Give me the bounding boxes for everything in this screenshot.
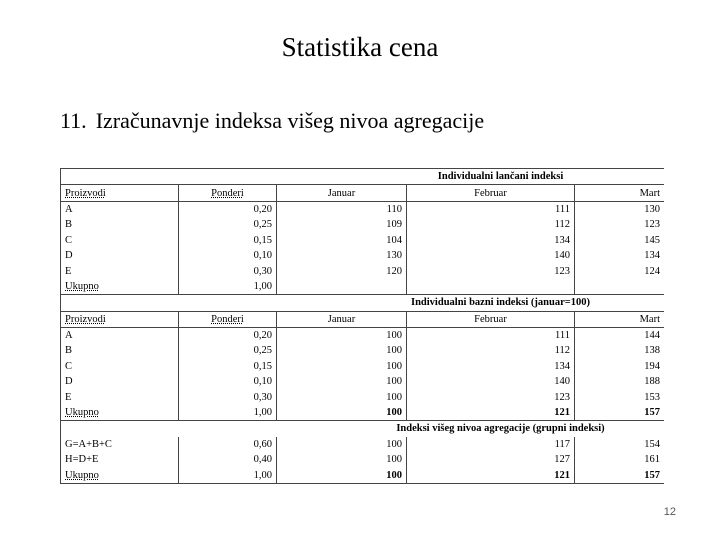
weight-cell [179, 279, 277, 295]
january-cell [277, 452, 407, 467]
february-cell [407, 452, 575, 467]
product-cell-value: A [65, 330, 73, 342]
total-row [61, 405, 665, 421]
march-cell-value: 153 [644, 391, 661, 403]
heading-number: 11. [60, 108, 87, 133]
header-proizvodi [61, 311, 179, 327]
february-cell [407, 248, 575, 263]
january-cell-value: 100 [386, 345, 402, 357]
february-cell-value: 111 [555, 203, 570, 215]
march-cell [575, 279, 665, 295]
march-cell [575, 452, 665, 467]
table-row [61, 452, 665, 467]
february-cell [407, 279, 575, 295]
january-cell-value: 110 [386, 203, 402, 215]
february-cell-value: 134 [554, 360, 570, 372]
weight-cell-value: 0,20 [253, 203, 272, 215]
header-mart [575, 185, 665, 201]
february-cell-value: 140 [554, 376, 570, 388]
weight-cell [179, 405, 277, 421]
product-cell [61, 452, 179, 467]
header-ponderi [179, 311, 277, 327]
february-cell [407, 467, 575, 483]
march-cell-value: 157 [644, 407, 661, 419]
january-cell-value: 109 [386, 219, 402, 231]
section-chain-indices [61, 169, 665, 185]
heading-text: Izračunavnje indeksa višeg nivoa agregacije [95, 108, 485, 133]
january-cell-value: 120 [386, 265, 402, 277]
table-row [61, 217, 665, 232]
header-mart [575, 311, 665, 327]
january-cell [277, 467, 407, 483]
february-cell-value: 140 [554, 250, 570, 262]
january-cell [277, 263, 407, 278]
march-cell-value: 145 [644, 234, 661, 246]
section-group-indices [61, 421, 665, 437]
product-cell-value: B [65, 345, 73, 357]
header-proizvodi-label: Proizvodi [65, 313, 106, 325]
header-ponderi [179, 185, 277, 201]
january-cell [277, 374, 407, 389]
march-cell-value: 188 [644, 376, 661, 388]
weight-cell [179, 437, 277, 452]
weight-cell-value: 0,30 [253, 391, 272, 403]
february-cell [407, 201, 575, 217]
february-cell [407, 374, 575, 389]
january-cell [277, 327, 407, 343]
table-header-row [61, 185, 665, 201]
section-heading [60, 108, 484, 134]
weight-cell [179, 201, 277, 217]
weight-cell [179, 233, 277, 248]
february-cell [407, 437, 575, 452]
table-row [61, 359, 665, 374]
weight-cell [179, 217, 277, 232]
header-januar-label: Januar [327, 187, 356, 199]
february-cell [407, 233, 575, 248]
index-table-grid [60, 168, 664, 484]
february-cell-value: 134 [554, 234, 570, 246]
weight-cell-value: 0,15 [253, 234, 272, 246]
february-cell [407, 359, 575, 374]
february-cell-value: 123 [554, 391, 570, 403]
january-cell-value: 100 [386, 376, 402, 388]
slide-title: Statistika cena [281, 32, 439, 62]
product-cell [61, 263, 179, 278]
january-cell [277, 405, 407, 421]
product-cell-value: D [65, 376, 73, 388]
march-cell-value: 130 [644, 203, 661, 215]
section-group-indices-title: Indeksi višeg nivoa agregacije (grupni indeksi) [61, 421, 665, 437]
march-cell-value: 134 [644, 250, 661, 262]
product-cell-value: H=D+E [65, 454, 99, 466]
weight-cell-value: 0,20 [253, 330, 272, 342]
january-cell-value: 130 [386, 250, 402, 262]
header-ponderi-label: Ponderi [211, 187, 244, 199]
header-mart-label: Mart [639, 187, 661, 199]
march-cell-value: 138 [644, 345, 661, 357]
product-cell [61, 201, 179, 217]
march-cell-value: 157 [644, 469, 661, 481]
product-cell-value: Ukupno [65, 469, 99, 481]
january-cell-value: 100 [386, 438, 402, 450]
february-cell [407, 389, 575, 404]
header-ponderi-label: Ponderi [211, 313, 244, 325]
january-cell-value: 104 [386, 234, 402, 246]
weight-cell-value: 0,10 [253, 376, 272, 388]
january-cell [277, 233, 407, 248]
february-cell-value: 112 [554, 219, 570, 231]
header-februar [407, 311, 575, 327]
table-body [61, 169, 665, 484]
weight-cell [179, 359, 277, 374]
weight-cell [179, 389, 277, 404]
product-cell-value: C [65, 234, 73, 246]
product-cell [61, 374, 179, 389]
march-cell-value: 161 [644, 454, 661, 466]
product-cell [61, 248, 179, 263]
product-cell [61, 437, 179, 452]
january-cell-value: 100 [386, 407, 402, 419]
march-cell [575, 343, 665, 358]
weight-cell [179, 327, 277, 343]
product-cell [61, 217, 179, 232]
weight-cell-value: 0,40 [253, 454, 272, 466]
section-base-indices [61, 295, 665, 311]
weight-cell-value: 0,25 [253, 345, 272, 357]
february-cell-value: 127 [554, 454, 570, 466]
march-cell [575, 437, 665, 452]
weight-cell-value: 0,30 [253, 265, 272, 277]
product-cell-value: Ukupno [65, 280, 99, 292]
header-januar [277, 311, 407, 327]
weight-cell-value: 1,00 [253, 469, 272, 481]
header-januar-label: Januar [327, 313, 356, 325]
february-cell [407, 263, 575, 278]
january-cell [277, 279, 407, 295]
weight-cell [179, 343, 277, 358]
march-cell [575, 248, 665, 263]
product-cell [61, 467, 179, 483]
product-cell-value: E [65, 391, 72, 403]
table-row [61, 374, 665, 389]
february-cell [407, 343, 575, 358]
weight-cell-value: 0,15 [253, 360, 272, 372]
january-cell-value: 100 [386, 330, 402, 342]
weight-cell [179, 248, 277, 263]
header-mart-label: Mart [639, 313, 661, 325]
february-cell-value: 112 [554, 345, 570, 357]
section-base-indices-title: Individualni bazni indeksi (januar=100) [61, 295, 665, 311]
weight-cell-value: 1,00 [253, 280, 272, 292]
february-cell-value: 117 [554, 438, 570, 450]
march-cell-value: 124 [644, 265, 661, 277]
february-cell [407, 405, 575, 421]
weight-cell-value: 0,60 [253, 438, 272, 450]
january-cell [277, 389, 407, 404]
weight-cell-value: 1,00 [253, 407, 272, 419]
table-row [61, 201, 665, 217]
february-cell-value: 121 [554, 469, 570, 481]
table-row [61, 389, 665, 404]
index-table [60, 168, 664, 491]
march-cell [575, 405, 665, 421]
march-cell [575, 374, 665, 389]
table-row [61, 327, 665, 343]
product-cell [61, 343, 179, 358]
february-cell-value: 111 [555, 330, 570, 342]
table-row [61, 437, 665, 452]
january-cell [277, 343, 407, 358]
march-cell-value: 194 [644, 360, 661, 372]
product-cell-value: E [65, 265, 72, 277]
january-cell [277, 217, 407, 232]
header-februar [407, 185, 575, 201]
february-cell [407, 327, 575, 343]
january-cell [277, 437, 407, 452]
march-cell [575, 233, 665, 248]
header-januar [277, 185, 407, 201]
january-cell-value: 100 [386, 454, 402, 466]
january-cell [277, 201, 407, 217]
weight-cell-value: 0,25 [253, 219, 272, 231]
header-februar-label: Februar [474, 187, 507, 199]
header-proizvodi-label: Proizvodi [65, 187, 106, 199]
january-cell-value: 100 [386, 469, 402, 481]
march-cell [575, 359, 665, 374]
product-cell [61, 405, 179, 421]
table-row [61, 233, 665, 248]
weight-cell [179, 467, 277, 483]
product-cell [61, 359, 179, 374]
section-chain-indices-title: Individualni lančani indeksi [61, 169, 665, 185]
march-cell-value: 123 [644, 219, 661, 231]
header-proizvodi [61, 185, 179, 201]
product-cell-value: B [65, 219, 73, 231]
march-cell-value: 154 [644, 438, 661, 450]
january-cell-value: 100 [386, 391, 402, 403]
weight-cell-value: 0,10 [253, 250, 272, 262]
product-cell [61, 233, 179, 248]
march-cell [575, 263, 665, 278]
table-row [61, 343, 665, 358]
january-cell [277, 359, 407, 374]
january-cell-value: 100 [386, 360, 402, 372]
product-cell-value: G=A+B+C [65, 438, 112, 450]
february-cell-value: 123 [554, 265, 570, 277]
total-row [61, 279, 665, 295]
weight-cell [179, 452, 277, 467]
total-row [61, 467, 665, 483]
march-cell [575, 327, 665, 343]
february-cell-value: 121 [554, 407, 570, 419]
product-cell-value: C [65, 360, 73, 372]
february-cell [407, 217, 575, 232]
march-cell [575, 201, 665, 217]
product-cell-value: D [65, 250, 73, 262]
march-cell-value: 144 [644, 330, 661, 342]
march-cell [575, 467, 665, 483]
header-februar-label: Februar [474, 313, 507, 325]
product-cell-value: Ukupno [65, 407, 99, 419]
january-cell [277, 248, 407, 263]
weight-cell [179, 374, 277, 389]
table-row [61, 263, 665, 278]
product-cell-value: A [65, 203, 73, 215]
march-cell [575, 389, 665, 404]
march-cell [575, 217, 665, 232]
product-cell [61, 327, 179, 343]
weight-cell [179, 263, 277, 278]
page-number: 12 [663, 506, 676, 518]
table-row [61, 248, 665, 263]
product-cell [61, 279, 179, 295]
product-cell [61, 389, 179, 404]
table-header-row [61, 311, 665, 327]
